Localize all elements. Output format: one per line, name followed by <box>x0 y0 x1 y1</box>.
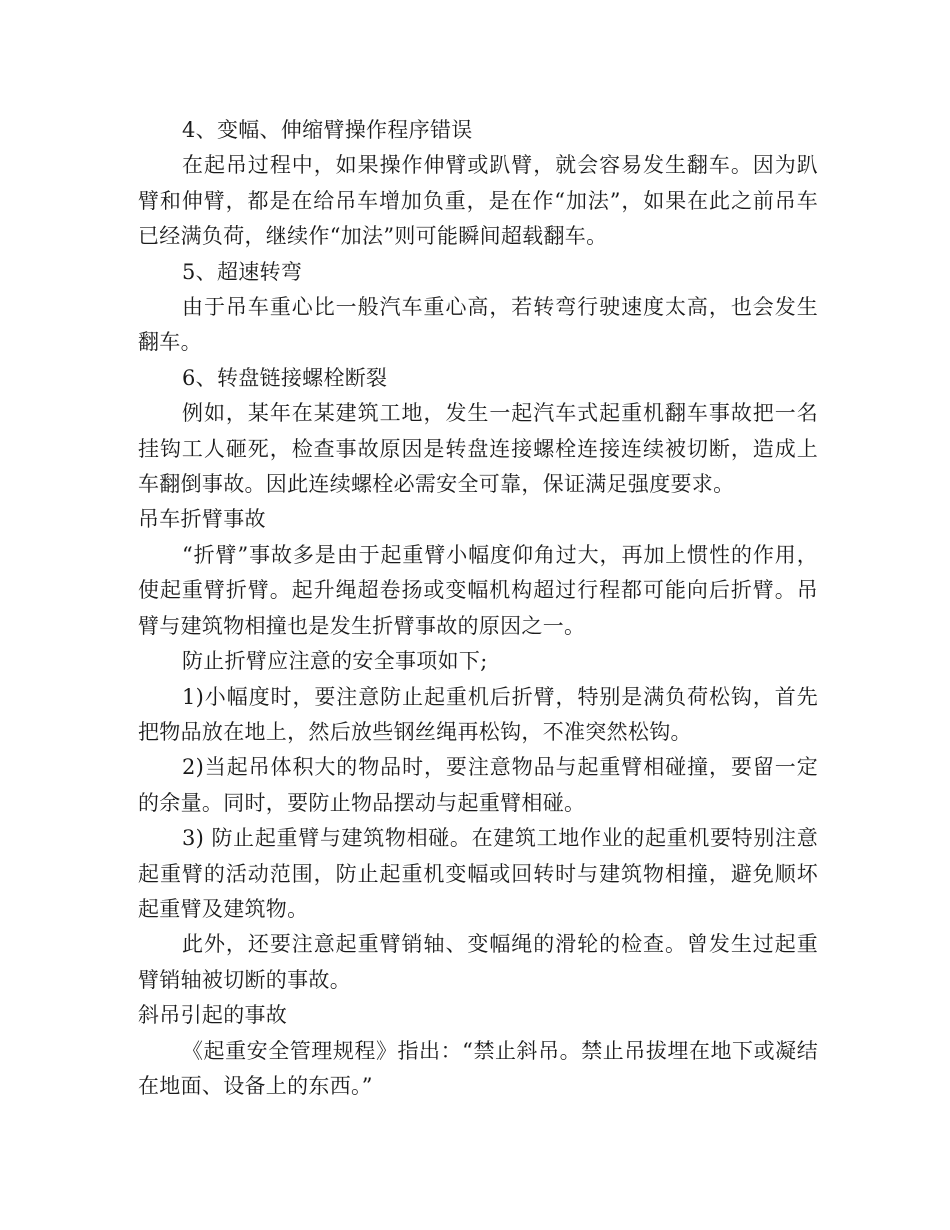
paragraph-regulation-quote: 《起重安全管理规程》指出：“禁止斜吊。禁止吊拔埋在地下或凝结在地面、设备上的东西。” <box>138 1038 818 1098</box>
paragraph-speeding-turn: 由于吊车重心比一般汽车重心高，若转弯行驶速度太高，也会发生翻车。 <box>138 295 818 355</box>
paragraph-prevention-1: 1)小幅度时，要注意防止起重机后折臂，特别是满负荷松钩，首先把物品放在地上，然后放些钢丝绳再松钩，不准突然松钩。 <box>138 684 818 744</box>
paragraph-pin-inspection: 此外，还要注意起重臂销轴、变幅绳的滑轮的检查。曾发生过起重臂销轴被切断的事故。 <box>138 932 818 992</box>
item-heading-6: 6、转盘链接螺栓断裂 <box>182 365 388 390</box>
paragraph-bolt-fracture-example: 例如，某年在某建筑工地，发生一起汽车式起重机翻车事故把一名挂钩工人砸死，检查事故原因是转盘连接螺栓连接连续被切断，造成上车翻倒事故。因此连续螺栓必需安全可靠，保证满足强度要求。 <box>138 401 818 497</box>
paragraph-luffing-error: 在起吊过程中，如果操作伸臂或趴臂，就会容易发生翻车。因为趴臂和伸臂，都是在给吊车增加负重，是在作“加法”，如果在此之前吊车已经满负荷，继续作“加法”则可能瞬间超载翻车。 <box>138 153 818 249</box>
paragraph-prevention-3: 3) 防止起重臂与建筑物相碰。在建筑工地作业的起重机要特别注意起重臂的活动范围，防止起重机变幅或回转时与建筑物相撞，避免顺坏起重臂及建筑物。 <box>138 826 818 921</box>
item-heading-4: 4、变幅、伸缩臂操作程序错误 <box>182 118 473 142</box>
item-heading-5: 5、超速转弯 <box>182 259 303 284</box>
section-heading-oblique-lift: 斜吊引起的事故 <box>138 1003 288 1028</box>
paragraph-boom-fold-cause: “折臂”事故多是由于起重臂小幅度仰角过大，再加上惯性的作用，使起重臂折臂。起升绳超卷扬或变幅机构超过行程都可能向后折臂。吊臂与建筑物相撞也是发生折臂事故的原因之一。 <box>138 542 818 638</box>
paragraph-prevention-2: 2)当起吊体积大的物品时，要注意物品与起重臂相碰撞，要留一定的余量。同时，要防止物品摆动与起重臂相碰。 <box>138 755 818 815</box>
paragraph-prevention-intro: 防止折臂应注意的安全事项如下; <box>182 649 488 674</box>
document-body <box>138 113 818 1104</box>
section-heading-boom-fold: 吊车折臂事故 <box>138 507 266 532</box>
